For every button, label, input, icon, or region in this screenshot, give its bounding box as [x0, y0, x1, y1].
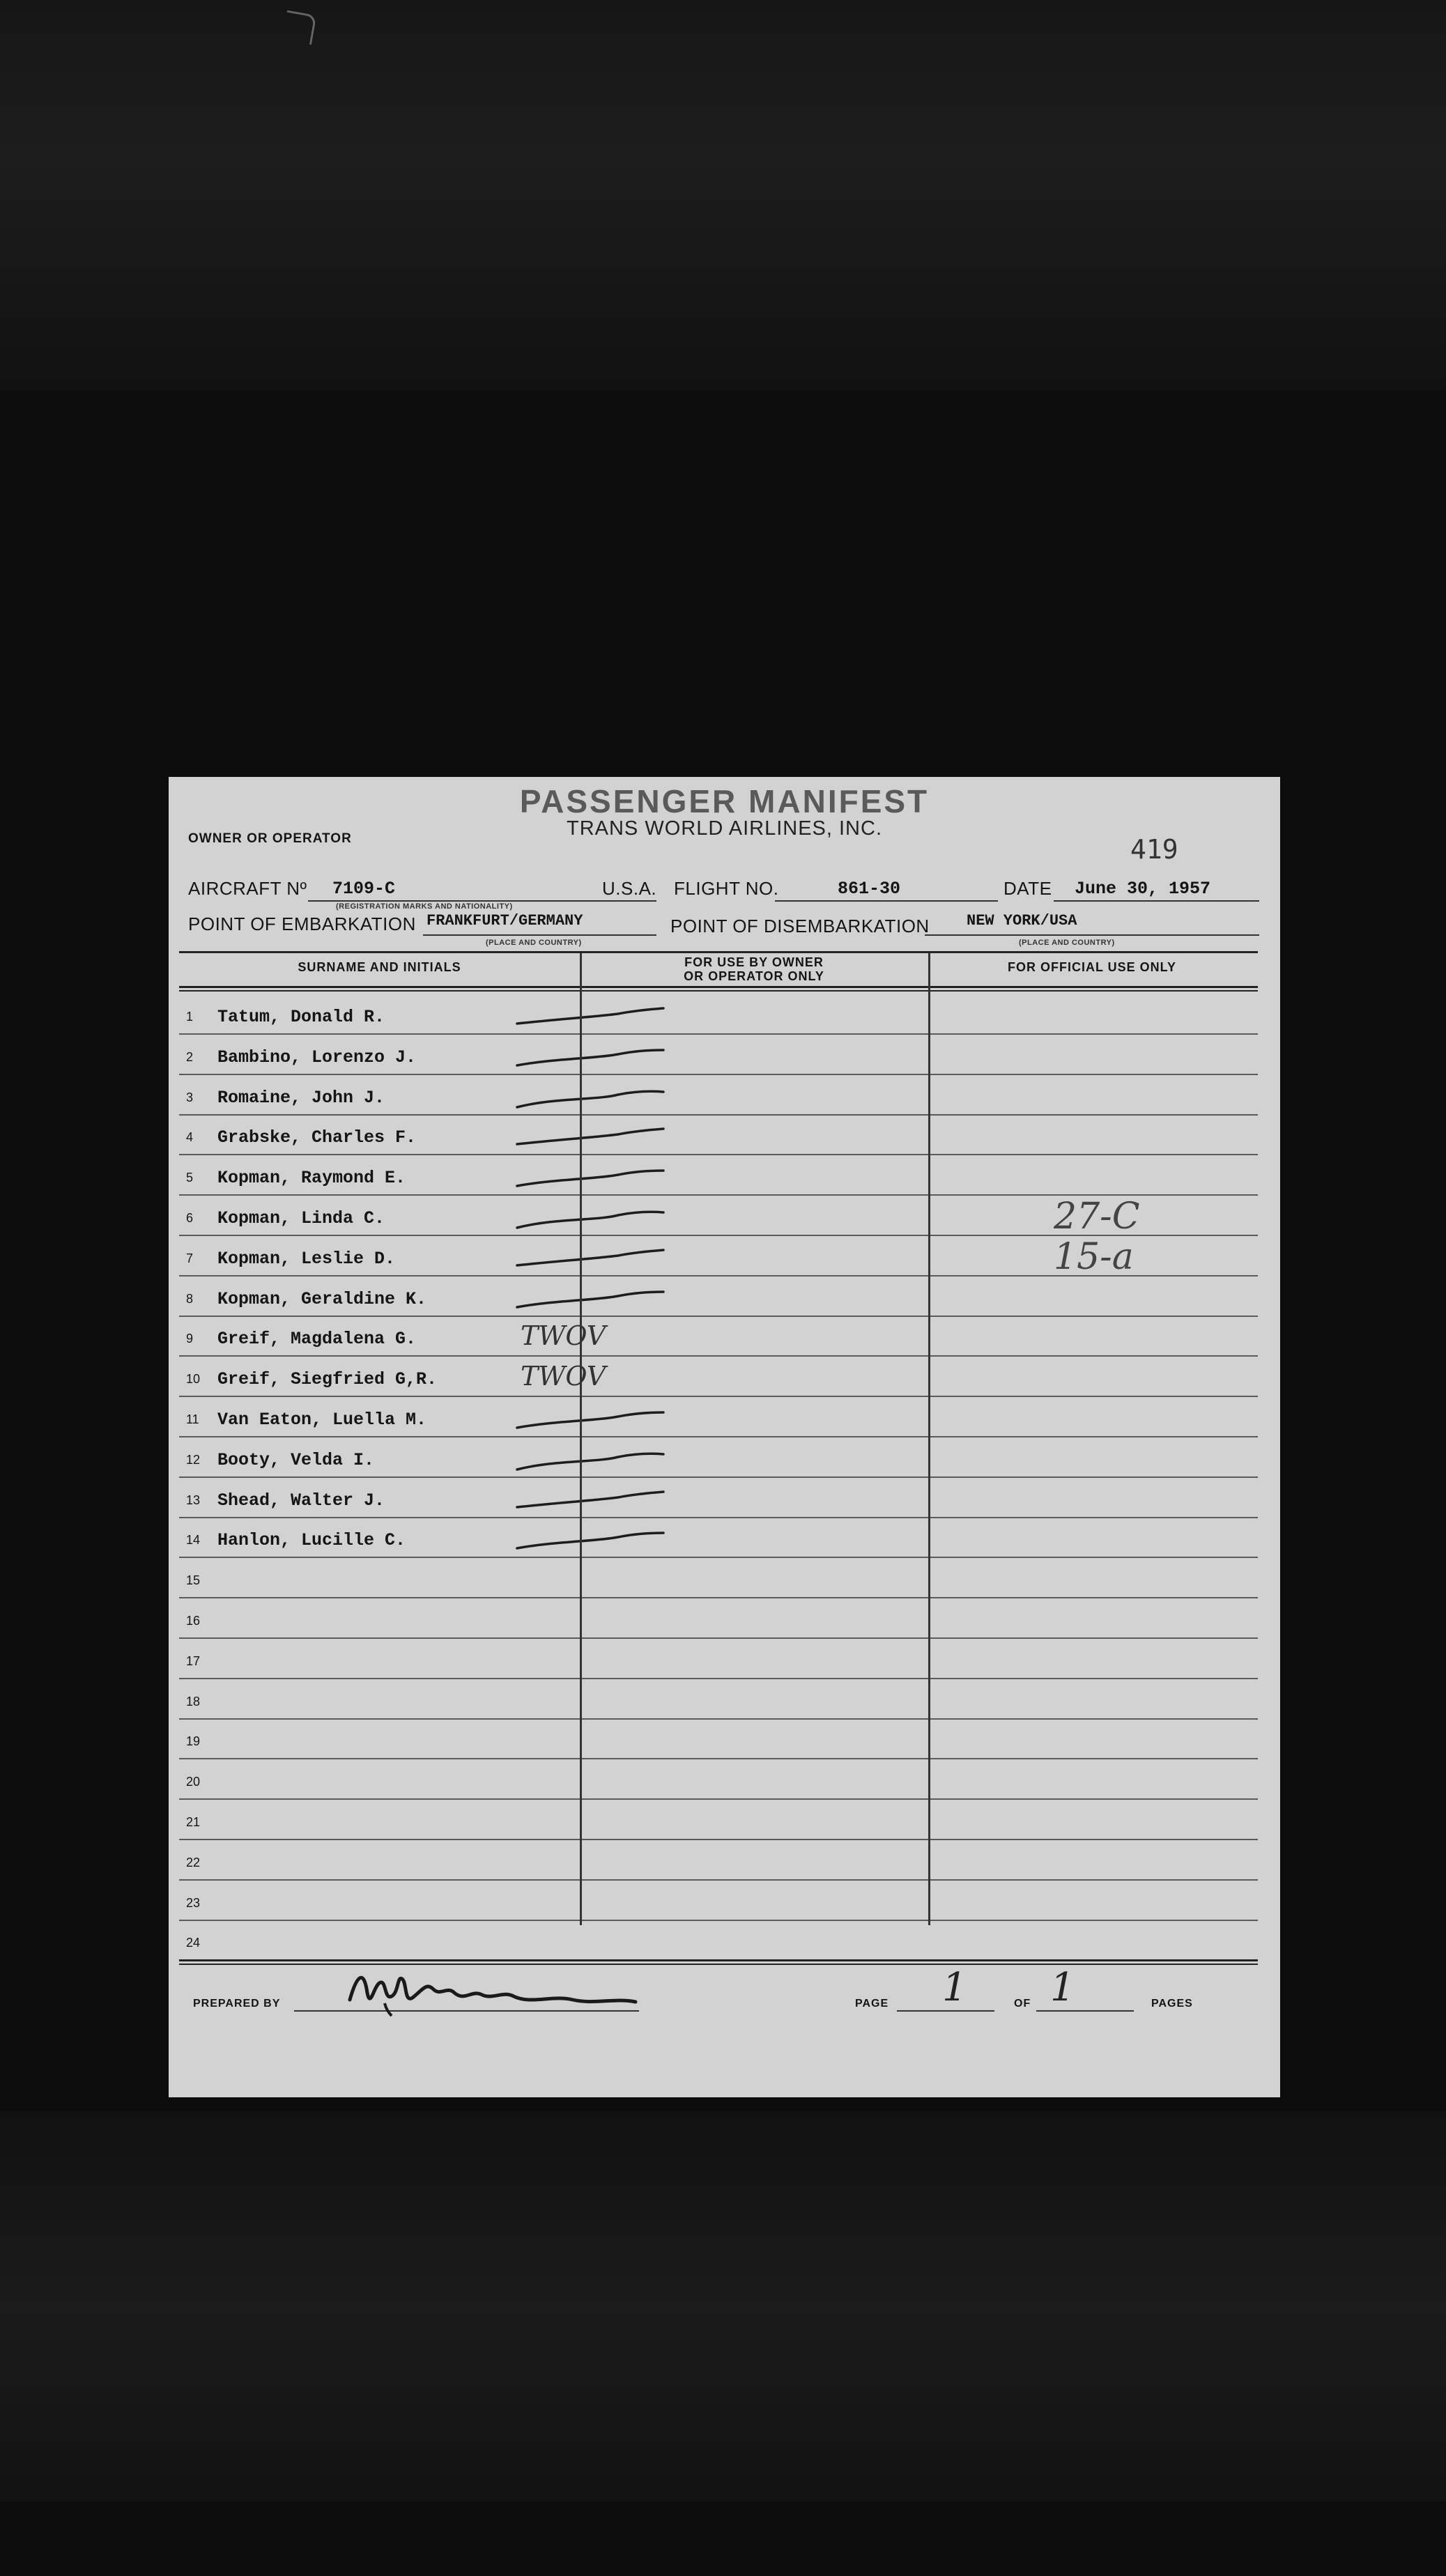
manifest-sheet	[169, 777, 1280, 2097]
table-row	[179, 1800, 1258, 1840]
row-number: 3	[186, 1090, 194, 1104]
row-number: 5	[186, 1171, 194, 1185]
row-number: 18	[186, 1694, 201, 1709]
row-number: 12	[186, 1452, 201, 1467]
embarkation-label: POINT OF EMBARKATION	[188, 913, 416, 934]
table-row	[179, 1840, 1258, 1881]
check-stroke-mark	[514, 1123, 681, 1151]
aircraft-label: AIRCRAFT Nº	[188, 878, 307, 899]
header-bottom-rule-2	[179, 990, 1258, 992]
table-row	[179, 1759, 1258, 1800]
aircraft-underline	[308, 900, 656, 902]
owner-note-handwritten: TWOV	[521, 1361, 606, 1392]
table-row	[179, 1920, 1258, 1961]
flight-label: FLIGHT NO.	[674, 878, 779, 899]
row-number: 19	[186, 1734, 201, 1749]
embarkation-note: (PLACE AND COUNTRY)	[486, 939, 582, 947]
row-number: 16	[186, 1614, 201, 1628]
table-row	[179, 1316, 1258, 1357]
check-stroke-mark	[514, 1244, 681, 1272]
embarkation-underline	[423, 934, 656, 936]
row-number: 14	[186, 1533, 201, 1548]
check-stroke-mark	[514, 1003, 681, 1031]
passenger-name: Romaine, John J.	[217, 1087, 385, 1108]
table-row	[179, 1437, 1258, 1478]
col-owner-use-line2: OR OPERATOR ONLY	[684, 969, 824, 983]
passenger-name: Kopman, Leslie D.	[217, 1248, 396, 1269]
column-divider-1	[580, 953, 582, 1925]
date-label: DATE	[1003, 878, 1052, 899]
row-number: 13	[186, 1493, 201, 1507]
table-row	[179, 1075, 1258, 1116]
stamped-page-number: 419	[1130, 834, 1178, 865]
row-number: 21	[186, 1815, 201, 1829]
passenger-name: Greif, Siegfried G,R.	[217, 1369, 438, 1390]
passenger-name: Booty, Velda I.	[217, 1449, 375, 1470]
disembarkation-label: POINT OF DISEMBARKATION	[670, 916, 930, 936]
passenger-name: Kopman, Linda C.	[217, 1208, 385, 1228]
official-note-handwritten: 27-C	[1054, 1196, 1140, 1237]
row-number: 17	[186, 1653, 201, 1668]
page-value: 1	[942, 1965, 967, 2010]
of-value: 1	[1050, 1965, 1075, 2010]
table-row	[179, 1719, 1258, 1759]
table-row	[179, 1277, 1258, 1317]
check-stroke-mark	[514, 1083, 681, 1111]
table-row	[179, 1639, 1258, 1679]
row-number: 2	[186, 1049, 194, 1064]
row-number: 15	[186, 1573, 201, 1588]
flight-underline	[775, 900, 998, 902]
header-top-rule	[179, 951, 1258, 953]
table-row	[179, 1881, 1258, 1921]
row-number: 20	[186, 1775, 201, 1789]
table-row	[179, 1558, 1258, 1598]
passenger-name: Grabske, Charles F.	[217, 1127, 417, 1148]
row-number: 1	[186, 1010, 194, 1024]
row-number: 9	[186, 1332, 194, 1346]
header-bottom-rule	[179, 986, 1258, 988]
table-row	[179, 1035, 1258, 1075]
row-number: 10	[186, 1372, 201, 1387]
disembarkation-value: NEW YORK/USA	[967, 912, 1077, 930]
table-row	[179, 1518, 1258, 1558]
owner-note-handwritten: TWOV	[521, 1320, 606, 1352]
signature-handwritten	[343, 1961, 677, 2017]
row-number: 7	[186, 1251, 194, 1265]
table-row	[179, 1155, 1258, 1196]
registration-note: (REGISTRATION MARKS AND NATIONALITY)	[336, 902, 513, 911]
col-official-header: FOR OFFICIAL USE ONLY	[1007, 960, 1177, 974]
manifest-title: PASSENGER MANIFEST	[519, 783, 930, 819]
footer-rule	[179, 1959, 1258, 1961]
row-number: 24	[186, 1936, 201, 1950]
table-row	[179, 1236, 1258, 1277]
embarkation-value: FRANKFURT/GERMANY	[426, 912, 583, 930]
check-stroke-mark	[514, 1486, 681, 1514]
passenger-name: Tatum, Donald R.	[217, 1007, 385, 1027]
top-film-band	[0, 0, 1446, 390]
row-number: 8	[186, 1291, 194, 1306]
table-row	[179, 1679, 1258, 1720]
column-divider-2	[928, 953, 930, 1925]
passenger-name: Shead, Walter J.	[217, 1490, 385, 1511]
row-number: 11	[186, 1412, 199, 1426]
check-stroke-mark	[514, 1446, 681, 1474]
pages-label: PAGES	[1151, 1998, 1193, 2010]
date-underline	[1054, 900, 1259, 902]
table-row	[179, 1598, 1258, 1639]
passenger-name: Kopman, Raymond E.	[217, 1168, 406, 1189]
check-stroke-mark	[514, 1204, 681, 1232]
disembarkation-underline	[925, 934, 1259, 936]
of-label: OF	[1014, 1998, 1031, 2010]
col-owner-use-line1: FOR USE BY OWNER	[684, 955, 824, 969]
table-row	[179, 1196, 1258, 1236]
col-owner-use-header	[583, 955, 925, 983]
film-corner-mark	[282, 10, 317, 45]
table-row	[179, 1115, 1258, 1155]
official-note-handwritten: 15-a	[1054, 1235, 1134, 1278]
disembarkation-note: (PLACE AND COUNTRY)	[1019, 939, 1115, 947]
prepared-by-label: PREPARED BY	[193, 1998, 281, 2010]
footer-rule-2	[179, 1964, 1258, 1965]
bottom-film-band	[0, 2111, 1446, 2501]
row-number: 6	[186, 1211, 194, 1225]
passenger-name: Kopman, Geraldine K.	[217, 1288, 427, 1309]
check-stroke-mark	[514, 1043, 681, 1071]
table-row	[179, 1397, 1258, 1437]
of-underline	[1036, 2010, 1134, 2012]
page-underline	[897, 2010, 994, 2012]
check-stroke-mark	[514, 1526, 681, 1554]
check-stroke-mark	[514, 1405, 681, 1433]
passenger-name: Hanlon, Lucille C.	[217, 1530, 406, 1551]
nationality-value: U.S.A.	[602, 878, 657, 899]
owner-operator-label: OWNER OR OPERATOR	[188, 831, 352, 846]
check-stroke-mark	[514, 1285, 681, 1313]
table-row	[179, 1357, 1258, 1397]
airline-name: TRANS WORLD AIRLINES, INC.	[566, 817, 882, 840]
check-stroke-mark	[514, 1164, 681, 1191]
row-number: 22	[186, 1855, 201, 1869]
col-surname-header: SURNAME AND INITIALS	[298, 960, 461, 974]
passenger-name: Greif, Magdalena G.	[217, 1329, 417, 1350]
passenger-name: Van Eaton, Luella M.	[217, 1410, 427, 1430]
aircraft-value: 7109-C	[332, 879, 396, 899]
row-number: 23	[186, 1895, 201, 1910]
passenger-name: Bambino, Lorenzo J.	[217, 1047, 417, 1067]
row-number: 4	[186, 1130, 194, 1145]
flight-value: 861-30	[838, 879, 901, 899]
table-row	[179, 994, 1258, 1035]
date-value: June 30, 1957	[1075, 879, 1211, 899]
table-row	[179, 1478, 1258, 1518]
page-label: PAGE	[855, 1998, 889, 2010]
